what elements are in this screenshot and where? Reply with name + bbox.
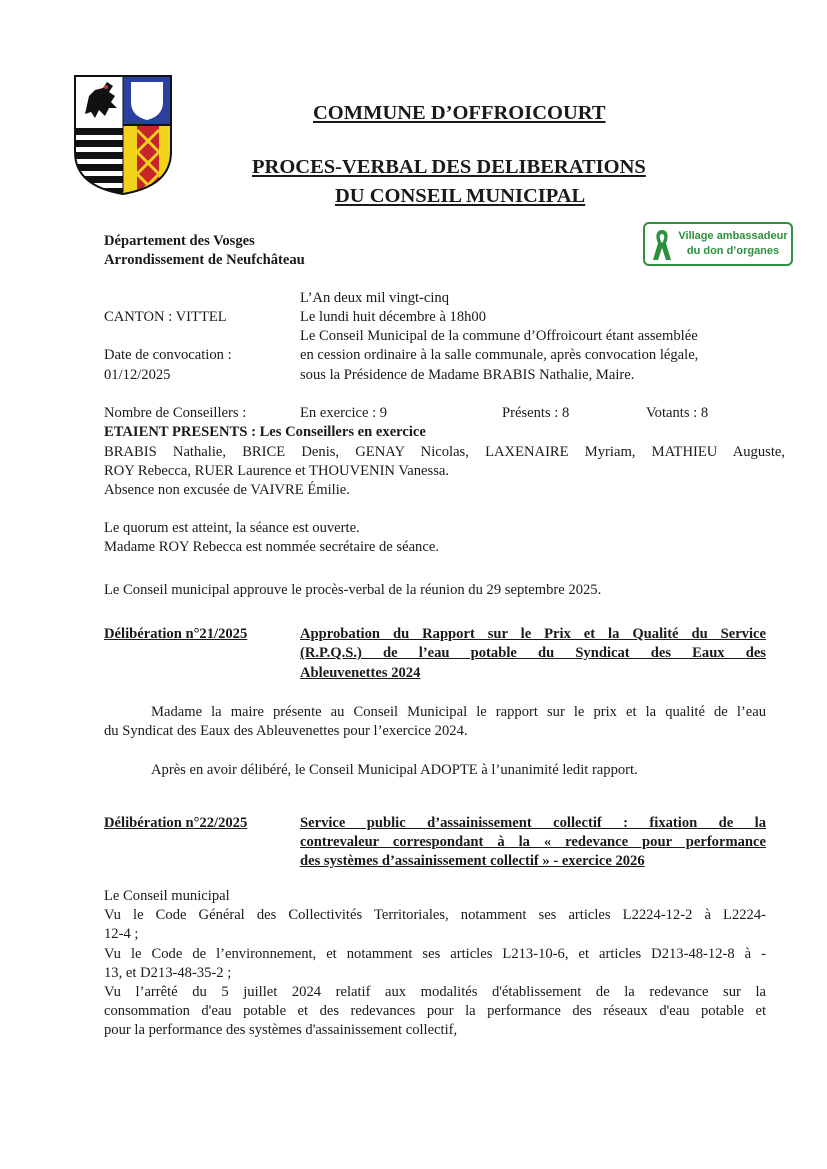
count-presents: Présents : 8 — [502, 405, 570, 421]
deliberation-21-decision: Après en avoir délibéré, le Conseil Municipal ADOPTE à l’unanimité ledit rapport. — [151, 762, 638, 778]
deliberation-21-title-line2: (R.P.Q.S.) de l’eau potable du Syndicat des Eaux des — [300, 645, 766, 661]
meeting-text-line1: Le Conseil Municipal de la commune d’Offroicourt étant assemblée — [300, 328, 698, 344]
attendance-names-line1: BRABIS Nathalie, BRICE Denis, GENAY Nicolas, LAXENAIRE Myriam, MATHIEU Auguste, — [104, 444, 785, 460]
vu-arrete-line2: consommation d'eau potable et des redevances pour la performance des réseaux d'eau potable et — [104, 1003, 766, 1019]
convocation-date: 01/12/2025 — [104, 367, 171, 383]
commune-title: COMMUNE D’OFFROICOURT — [313, 102, 606, 124]
count-exercice: En exercice : 9 — [300, 405, 388, 421]
deliberation-21-title-line3: Ableuvenettes 2024 — [300, 665, 421, 681]
ambassador-badge — [643, 222, 793, 266]
pv-title-line1: PROCES-VERBAL DES DELIBERATIONS — [252, 156, 646, 178]
deliberation-22-title-line2: contrevaleur correspondant à la « redevance pour performance — [300, 834, 766, 850]
secretary-line: Madame ROY Rebecca est nommée secrétaire de séance. — [104, 539, 439, 555]
deliberation-22-number: Délibération n°22/2025 — [104, 815, 248, 831]
deliberation-21-title-line1: Approbation du Rapport sur le Prix et la Qualité du Service — [300, 626, 766, 642]
canton: CANTON : VITTEL — [104, 309, 227, 325]
meeting-text-line3: sous la Présidence de Madame BRABIS Nathalie, Maire. — [300, 367, 635, 383]
counts-label: Nombre de Conseillers : — [104, 405, 247, 421]
deliberation-21-body-line2: du Syndicat des Eaux des Ableuvenettes pour l’exercice 2024. — [104, 723, 468, 739]
deliberation-21-number: Délibération n°21/2025 — [104, 626, 248, 642]
pv-title-line2: DU CONSEIL MUNICIPAL — [335, 185, 586, 207]
vu-arrete-line1: Vu l’arrêté du 5 juillet 2024 relatif aux modalités d'établissement de la redevance sur la — [104, 984, 766, 1000]
awareness-ribbon-icon — [650, 227, 674, 263]
department-line: Département des Vosges — [104, 233, 255, 249]
arrondissement-line: Arrondissement de Neufchâteau — [104, 252, 305, 268]
absence-line: Absence non excusée de VAIVRE Émilie. — [104, 482, 350, 498]
attendance-names-line2: ROY Rebecca, RUER Laurence et THOUVENIN Vanessa. — [104, 463, 450, 479]
deliberation-22-intro: Le Conseil municipal — [104, 888, 230, 904]
badge-line2: du don d’organes — [686, 245, 780, 257]
attendance-heading: ETAIENT PRESENTS : Les Conseillers en exercice — [104, 424, 426, 440]
count-votants: Votants : 8 — [646, 405, 709, 421]
vu-arrete-line3: pour la performance des systèmes d'assainissement collectif, — [104, 1022, 458, 1038]
deliberation-22-title-line1: Service public d’assainissement collectif : fixation de la — [300, 815, 766, 831]
vu-cgct-line1: Vu le Code Général des Collectivités Territoriales, notamment ses articles L2224-12-2 à L2224- — [104, 907, 766, 923]
approval-line: Le Conseil municipal approuve le procès-verbal de la réunion du 29 septembre 2025. — [104, 582, 602, 598]
badge-line1: Village ambassadeur — [678, 230, 788, 242]
quorum-line: Le quorum est atteint, la séance est ouverte. — [104, 520, 360, 536]
meeting-text-line2: en cession ordinaire à la salle communale, après convocation légale, — [300, 347, 699, 363]
deliberation-21-body-line1: Madame la maire présente au Conseil Municipal le rapport sur le prix et la qualité de l’eau — [151, 704, 766, 720]
vu-cgct-line2: 12-4 ; — [104, 926, 139, 942]
convocation-label: Date de convocation : — [104, 347, 232, 363]
meeting-date: Le lundi huit décembre à 18h00 — [300, 309, 487, 325]
vu-env-line2: 13, et D213-48-35-2 ; — [104, 965, 232, 981]
deliberation-22-title-line3: des systèmes d’assainissement collectif » - exercice 2026 — [300, 853, 645, 869]
vu-env-line1: Vu le Code de l’environnement, et notamment ses articles L213-10-6, et articles D213-48-12-8 à - — [104, 946, 766, 962]
coat-of-arms — [73, 74, 173, 196]
year-line: L’An deux mil vingt-cinq — [300, 290, 450, 306]
